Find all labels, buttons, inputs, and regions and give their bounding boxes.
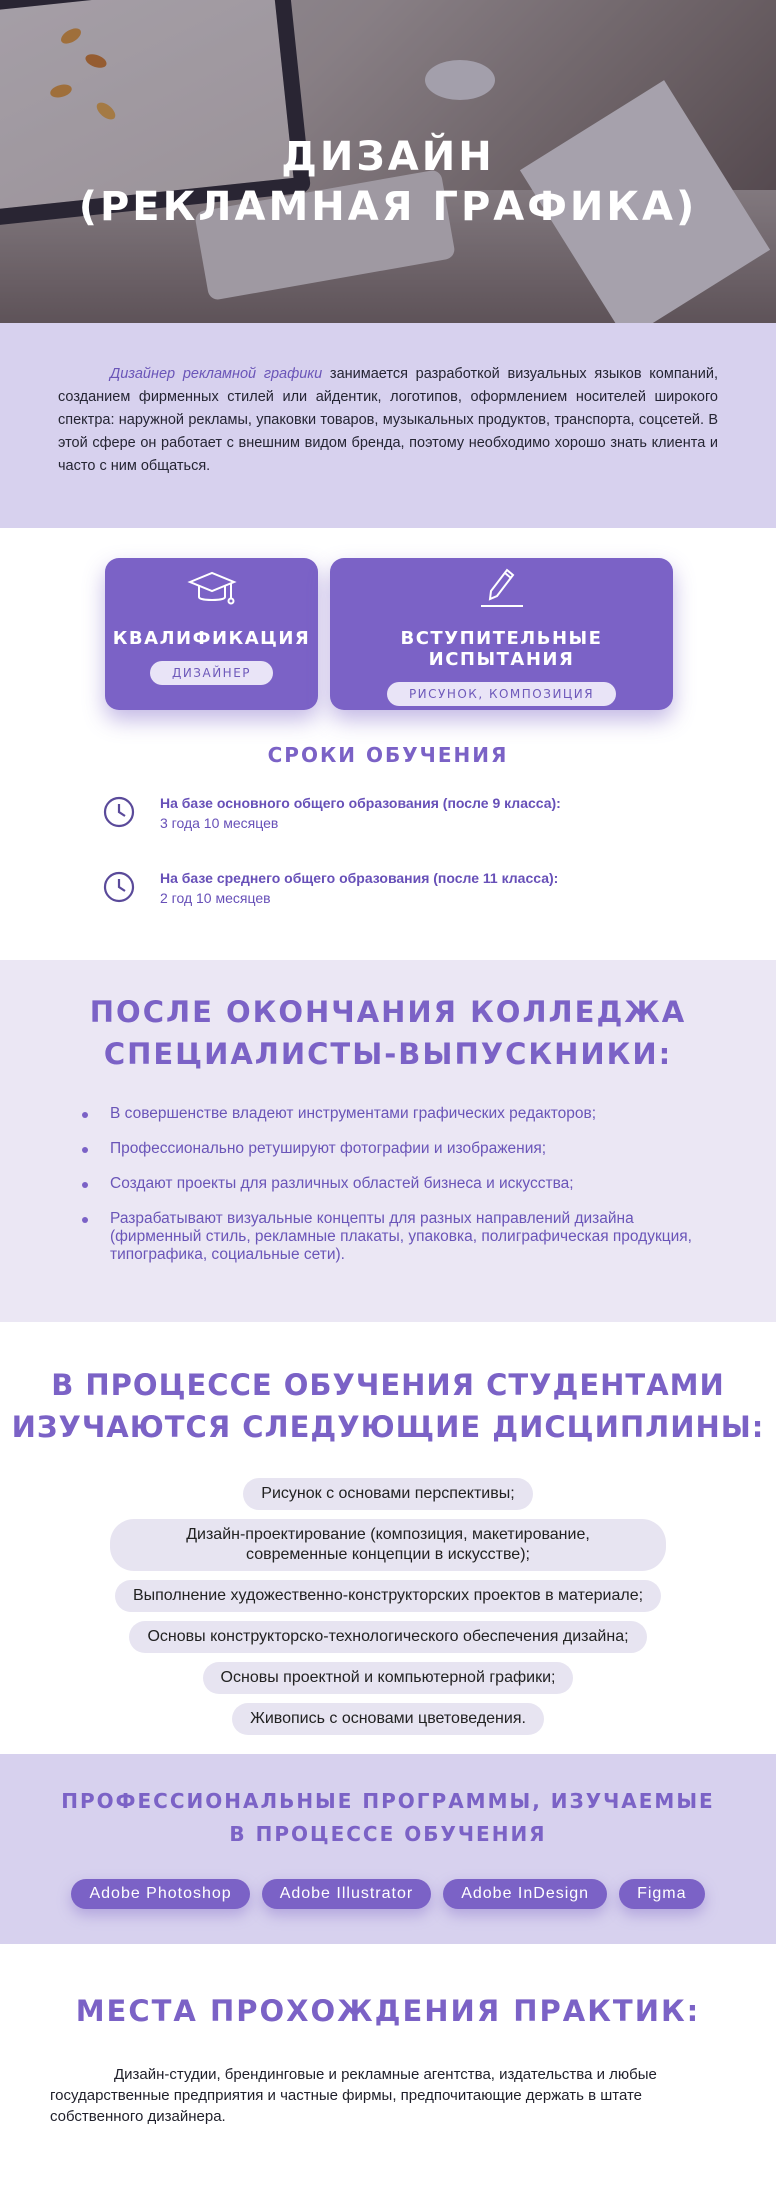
page-title — [0, 132, 776, 232]
programs-title — [0, 1785, 776, 1851]
discipline-chip: Дизайн-проектирование (композиция, макетирование, современные концепции в искусстве); — [110, 1519, 666, 1571]
discipline-chip: Основы конструкторско-технологического обеспечения дизайна; — [129, 1621, 646, 1653]
practice-title: МЕСТА ПРОХОЖДЕНИЯ ПРАКТИК: — [75, 1994, 701, 2028]
study-term-duration: 3 года 10 месяцев — [160, 815, 279, 831]
program-tag-illustrator: Adobe Illustrator — [262, 1879, 432, 1909]
entrance-exams-value: РИСУНОК, КОМПОЗИЦИЯ — [387, 682, 616, 706]
entrance-exams-card — [330, 558, 673, 710]
disciplines-title-line2: ИЗУЧАЮТСЯ СЛЕДУЮЩИЕ ДИСЦИПЛИНЫ: — [11, 1410, 765, 1444]
qualification-value: ДИЗАЙНЕР — [150, 661, 273, 685]
programs-title-line1: ПРОФЕССИОНАЛЬНЫЕ ПРОГРАММЫ, ИЗУЧАЕМЫЕ — [61, 1789, 715, 1813]
intro-text: занимается разработкой визуальных языков компаний, созданием фирменных стилей или айдентик, логотипов, оформлением носителей широкого спектра: наружной рекламы, упаковки товаров, музыкальных продуктов, транспорта, соцсетей. В этой сфере он работает с внешним видом бренда, поэтому необходимо хорошо знать клиента и часто с ним общаться. — [58, 366, 718, 474]
intro-section — [0, 323, 776, 528]
list-item: Разрабатывают визуальные концепты для разных направлений дизайна (фирменный стиль, рекламные плакаты, упаковка, полиграфическая продукция, типографика, социальные сети). — [82, 1210, 726, 1264]
graduation-cap-icon — [187, 570, 237, 610]
page-title-line1: ДИЗАЙН — [281, 134, 495, 180]
study-term-item — [102, 870, 558, 906]
program-tag-indesign: Adobe InDesign — [443, 1879, 607, 1909]
study-terms-section — [0, 743, 776, 906]
graduates-title-line1: ПОСЛЕ ОКОНЧАНИЯ КОЛЛЕДЖА — [89, 995, 687, 1029]
list-item: Создают проекты для различных областей бизнеса и искусства; — [82, 1175, 726, 1193]
list-item: Профессионально ретушируют фотографии и изображения; — [82, 1140, 726, 1158]
hero-banner — [0, 0, 776, 323]
study-term-duration: 2 год 10 месяцев — [160, 890, 271, 906]
discipline-chip: Основы проектной и компьютерной графики; — [203, 1662, 574, 1694]
disciplines-section — [0, 1322, 776, 1754]
graduates-list — [82, 1105, 726, 1264]
entrance-exams-title: ВСТУПИТЕЛЬНЫЕ ИСПЫТАНИЯ — [400, 628, 603, 670]
programs-tags — [0, 1879, 776, 1909]
discipline-chip: Рисунок с основами перспективы; — [243, 1478, 532, 1510]
disciplines-title — [0, 1364, 776, 1448]
graduates-title-line2: СПЕЦИАЛИСТЫ-ВЫПУСКНИКИ: — [103, 1037, 673, 1071]
program-tag-figma: Figma — [619, 1879, 704, 1909]
practice-text: Дизайн-студии, брендинговые и рекламные агентства, издательства и любые государственные предприятия и частные фирмы, предпочитающие держать в штате собственного дизайнера. — [50, 2066, 657, 2125]
program-tag-photoshop: Adobe Photoshop — [71, 1879, 249, 1909]
pencil-icon — [477, 566, 527, 610]
clock-icon — [102, 795, 136, 829]
study-terms-title: СРОКИ ОБУЧЕНИЯ — [267, 743, 509, 767]
page-title-line2: (РЕКЛАМНАЯ ГРАФИКА) — [78, 184, 698, 230]
study-term-item — [102, 795, 561, 831]
discipline-chip: Выполнение художественно-конструкторских проектов в материале; — [115, 1580, 661, 1612]
list-item: В совершенстве владеют инструментами графических редакторов; — [82, 1105, 726, 1123]
qualification-card — [105, 558, 318, 710]
study-term-basis: На базе среднего общего образования (после 11 класса): — [160, 870, 559, 886]
intro-highlight: Дизайнер рекламной графики — [110, 366, 323, 382]
practice-section — [0, 1944, 776, 2185]
graduates-title — [0, 991, 776, 1075]
study-term-basis: На базе основного общего образования (после 9 класса): — [160, 795, 561, 811]
disciplines-title-line1: В ПРОЦЕССЕ ОБУЧЕНИЯ СТУДЕНТАМИ — [51, 1368, 725, 1402]
intro-paragraph — [58, 363, 718, 478]
graduates-section — [0, 960, 776, 1322]
programs-title-line2: В ПРОЦЕССЕ ОБУЧЕНИЯ — [229, 1822, 547, 1846]
disciplines-list — [0, 1478, 776, 1744]
clock-icon — [102, 870, 136, 904]
discipline-chip: Живопись с основами цветоведения. — [232, 1703, 544, 1735]
qualification-title: КВАЛИФИКАЦИЯ — [112, 628, 311, 649]
programs-section — [0, 1754, 776, 1944]
